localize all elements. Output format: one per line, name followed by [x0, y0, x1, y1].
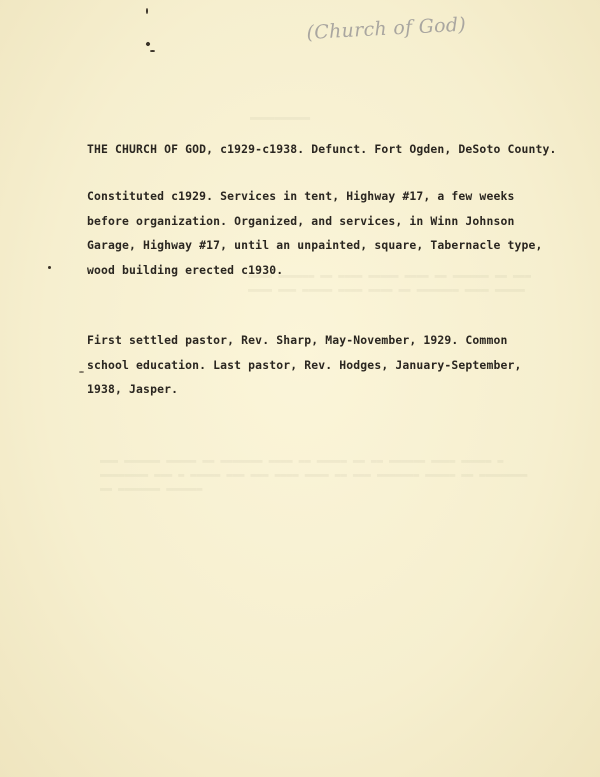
- text-line: Constituted c1929. Services in tent, Highway #17, a few weeks: [87, 189, 515, 203]
- text-line: 1938, Jasper.: [87, 382, 179, 396]
- text-line: school education. Last pastor, Rev. Hodges, January-September,: [87, 357, 522, 372]
- ink-speck: [79, 371, 84, 373]
- text-line: First settled pastor, Rev. Sharp, May-November, 1929. Common: [87, 333, 508, 347]
- ink-speck: [48, 266, 51, 269]
- ink-speck: [150, 50, 155, 52]
- show-through-text: ▬▬▬▬ ▬▬▬▬▬▬ ▬▬ ▬▬▬▬ ▬▬▬▬▬ ▬▬▬▬ ▬▬ ▬▬▬▬▬▬ ▬▬ ▬▬▬ ▬▬▬▬ ▬▬▬ ▬▬▬▬▬ ▬▬▬▬ ▬▬▬▬ ▬▬ ▬▬▬▬▬▬▬ ▬▬▬▬ ▬▬▬▬▬: [248, 271, 531, 296]
- handwritten-note: (Church of God): [306, 13, 467, 44]
- text-line: Garage, Highway #17, until an unpainted, square, Tabernacle type,: [87, 238, 543, 252]
- ink-speck: [145, 41, 151, 47]
- ink-speck: [146, 8, 148, 14]
- show-through-text: ▬▬▬ ▬▬▬▬▬▬ ▬▬▬▬▬ ▬▬ ▬▬▬▬▬▬▬ ▬▬▬▬ ▬▬ ▬▬▬▬▬ ▬▬ ▬▬ ▬▬▬▬▬▬ ▬▬▬▬ ▬▬▬▬▬ ▬ ▬▬▬▬▬▬▬▬ ▬▬▬ ▬ ▬▬▬▬▬ ▬▬▬ ▬▬▬ ▬▬▬▬ ▬▬▬▬ ▬▬ ▬▬▬ ▬▬▬▬▬▬▬ ▬▬▬▬▬ ▬▬ ▬▬▬▬▬▬▬▬ ▬▬ ▬▬▬▬▬▬▬ ▬▬▬▬▬▬: [100, 456, 528, 495]
- show-through-text: ▬▬▬▬▬▬▬▬▬▬: [250, 113, 311, 124]
- text-line: before organization. Organized, and services, in Winn Johnson: [87, 213, 515, 228]
- paragraph-constitution: [87, 184, 543, 282]
- heading-line: THE CHURCH OF GOD, c1929-c1938. Defunct. Fort Ogden, DeSoto County.: [87, 142, 557, 156]
- paragraph-pastors: [87, 328, 521, 402]
- text-line: wood building erected c1930.: [87, 262, 284, 277]
